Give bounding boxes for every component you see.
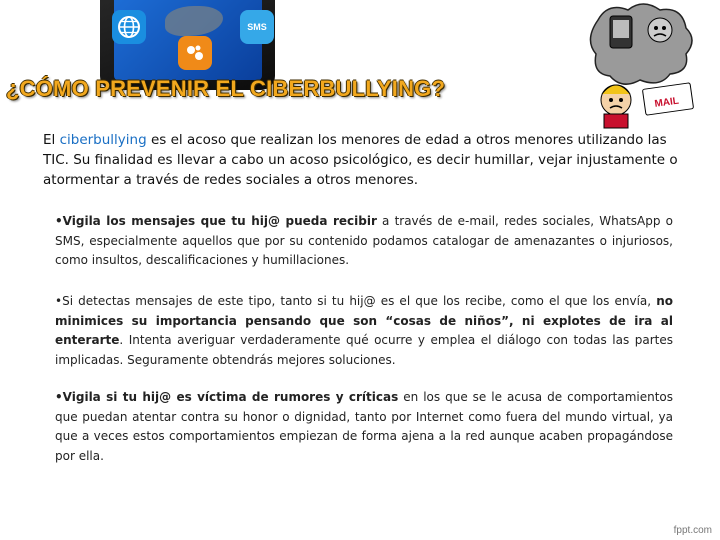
footer-watermark: fppt.com <box>673 525 712 536</box>
tip-2-text-2: . Intenta averiguar verdaderamente qué ocurre y emplea el diálogo con todas las partes implicadas. Seguramente obtendrás mejores soluciones. <box>55 333 673 367</box>
tip-1-bold: •Vigila los mensajes que tu hij@ pueda recibir <box>55 214 377 228</box>
tip-paragraph-2 <box>55 292 673 370</box>
ciberbullying-keyword: ciberbullying <box>59 132 147 148</box>
tip-3-text: en los que se le acusa de comportamientos que puedan atentar contra su honor o dignidad, tanto por Internet como fuera del mundo virtual, ya que a veces estos comportamientos empiezan de forma ajena a la red aunque acaben propagándose por ella. <box>55 390 674 463</box>
page-title: ¿CÓMO PREVENIR EL CIBERBULLYING? <box>6 76 446 101</box>
intro-text-2: es el acoso que realizan los menores de edad a otros menores utilizando las <box>146 132 667 148</box>
mail-label: MAIL <box>653 95 680 110</box>
sms-icon <box>240 10 274 44</box>
tip-2-text-1: •Si detectas mensajes de este tipo, tanto si tu hij@ es el que los recibe, como el que los envía, <box>55 294 657 308</box>
tic-keyword: TIC <box>43 152 65 168</box>
hands-icon <box>178 36 212 70</box>
sms-label: SMS <box>247 22 267 32</box>
tip-paragraph-1 <box>55 212 673 271</box>
tip-3-bold: •Vigila si tu hij@ es víctima de rumores y críticas <box>55 390 399 404</box>
intro-text-1: El <box>43 132 60 148</box>
intro-text-3: . Su finalidad es llevar a cabo un acoso psicológico, es decir humillar, vejar injustamente o atormentar a través de redes sociales a otros menores. <box>43 152 678 188</box>
intro-paragraph <box>43 130 691 190</box>
tip-2-bold: no minimices su importancia pensando que son “cosas de niños”, ni explotes de ira al enterarte <box>55 294 673 347</box>
tip-paragraph-3 <box>55 388 673 466</box>
globe-icon <box>112 10 146 44</box>
tip-1-text: a través de e-mail, redes sociales, WhatsApp o SMS, especialmente aquellos que por su contenido podamos catalogar de amenazantes o injuriosos, como insultos, descalificaciones y humillaciones. <box>55 214 673 267</box>
title-bar <box>0 74 600 104</box>
bullying-cartoon-icon <box>588 0 698 130</box>
